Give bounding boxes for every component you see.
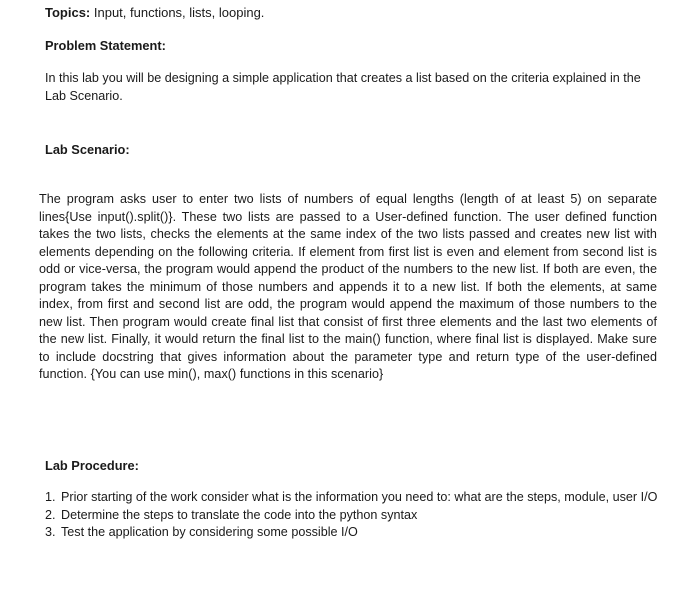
problem-statement-heading: Problem Statement: <box>45 38 166 53</box>
list-item-number: 3. <box>45 525 56 539</box>
list-item-text: Determine the steps to translate the code into the python syntax <box>61 507 418 522</box>
list-item-text: Prior starting of the work consider what is the information you need to: what are the steps, module, user I/O <box>61 490 658 504</box>
lab-scenario-heading: Lab Scenario: <box>45 142 130 157</box>
topics-line <box>45 4 645 22</box>
list-item-number: 1. <box>45 490 56 504</box>
list-item <box>45 489 665 507</box>
lab-scenario-text: The program asks user to enter two lists of numbers of equal lengths (length of at least 5) on separate lines{Use input().split()}. These two lists are passed to a User-defined function. The user defined function takes the two lists, checks the elements at the same index of the two lists passed and creates new list with elements depending on the following criteria. If element from first list is even and element from second list is odd or vice-versa, the program would append the product of the numbers to the new list. If both are even, the program takes the minimum of those numbers and appends it to a new list. If both the elements, at same index, from first and second list are odd, the program would append the maximum of those numbers to the new list. Then program would create final list that consist of first three elements and the last two elements of the new list. Finally, it would return the final list to the main() function, where final list is displayed. Make sure to include docstring that gives information about the parameter type and return type of the user-defined function. {You can use min(), max() functions in this scenario} <box>39 192 657 381</box>
lab-procedure-list <box>45 489 665 542</box>
topics-label: Topics: <box>45 5 91 20</box>
list-item <box>45 524 665 542</box>
topics-text: Input, functions, lists, looping. <box>90 5 265 20</box>
lab-procedure-heading: Lab Procedure: <box>45 458 139 473</box>
problem-statement-text: In this lab you will be designing a simple application that creates a list based on the criteria explained in the Lab Scenario. <box>45 71 641 103</box>
list-item <box>45 507 665 525</box>
list-item-text: Test the application by considering some possible I/O <box>61 525 358 539</box>
list-item-number: 2. <box>45 507 56 522</box>
